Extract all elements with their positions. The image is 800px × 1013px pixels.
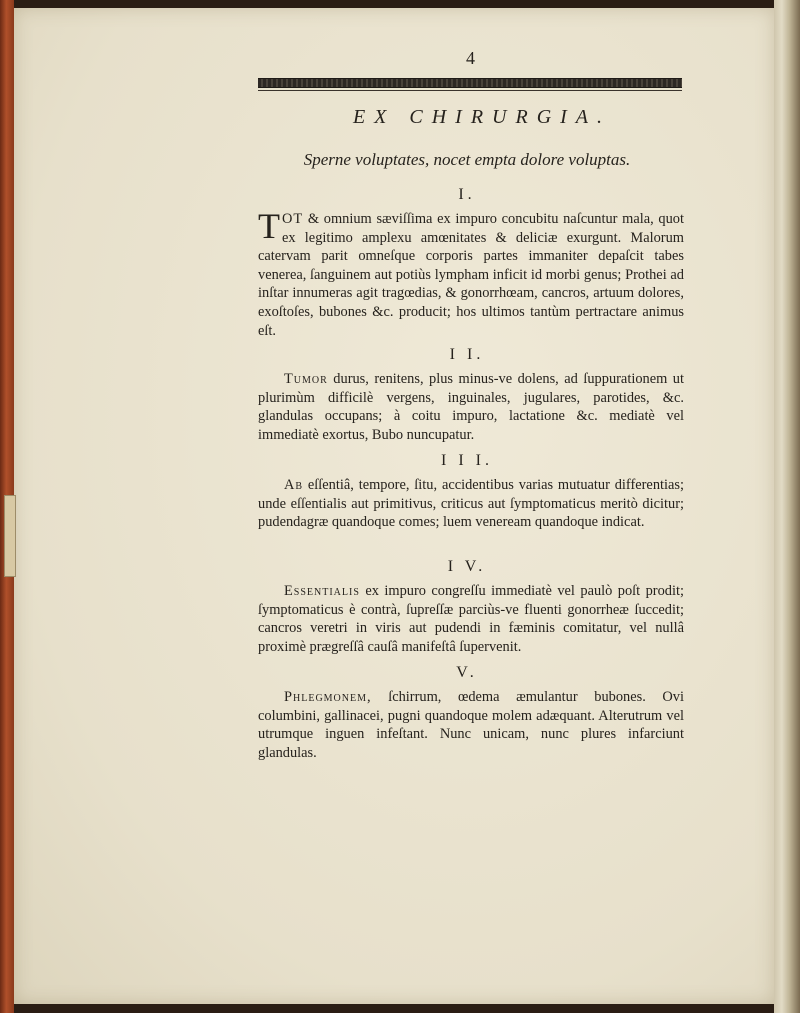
paragraph-lead: Phlegmonem, <box>284 689 372 705</box>
paragraph-lead: Essentialis <box>284 583 360 599</box>
thin-rule <box>258 90 682 91</box>
paragraph-lead: Ab <box>284 477 304 493</box>
bookmark-tab <box>4 495 16 577</box>
paragraph-text: durus, renitens, plus minus-ve dolens, ad ſuppurationem ut plurimùm difficilè vergens, inguinales, jugulares, parotides, &c. glandulas occupans; à coitu impuro, lactatione &c. mediatè vel immediatè exortus, Bubo nuncupatur. <box>258 371 684 443</box>
section-numeral-1: I. <box>458 186 476 203</box>
paragraph-text: ſchirrum, œdema æmulantur bubones. Ovi columbini, gallinacei, pugni quandoque molem adæquant. Alterutrum vel utrumque inguen infeſtant. Nunc unicam, nunc plures infarciunt glandulas. <box>258 689 684 761</box>
paragraph-lead: Tumor <box>284 371 328 387</box>
section-numeral-2: I I. <box>449 346 485 363</box>
motto: Sperne voluptates, nocet empta dolore voluptas. <box>303 150 631 169</box>
paragraph-3 <box>258 476 684 532</box>
paragraph-2 <box>258 370 684 444</box>
section-numeral-5: V. <box>456 664 478 681</box>
paragraph-4 <box>258 582 684 656</box>
paragraph-1 <box>258 206 684 340</box>
section-numeral-3: I I I. <box>441 452 493 469</box>
section-title: EX CHIRURGIA. <box>352 106 612 128</box>
paragraph-text: eſſentiâ, tempore, ſitu, accidentibus varias mutuatur differentias; unde eſſentialis aut primitivus, criticus aut ſymptomaticus meritò dicitur; pudendagræ quandoque comes; luem veneream quandoque indicat. <box>258 477 684 531</box>
paragraph-5 <box>258 688 684 762</box>
paragraph-lead: OT <box>282 211 304 227</box>
paragraph-text: ex impuro congreſſu immediatè vel paulò poſt prodit; ſymptomaticus è contrà, ſupreſſæ parciùs-ve fluenti gonorrheæ ſuccedit; cancros veretri in viris aut pudendi in fæminis comitatur, vel nullâ proximè prægreſſâ cauſâ manifeſtâ ſupervenit. <box>258 583 684 655</box>
section-numeral-4: I V. <box>447 558 487 575</box>
page-edge <box>774 0 800 1013</box>
paragraph-text: & omnium sæviſſima ex impuro concubitu naſcuntur mala, quot ex legitimo amplexu amœnitates & deliciæ exurgunt. Malorum catervam parit omneſque corporis partes immaniter depaſcit tabes venerea, ſanguinem aut potiùs lympham inficit id morbi genus; Prothei ad inſtar innumeras agit tragœdias, & gonorrhœam, cancros, artuum dolores, exoſtoſes, bubones &c. producit; hos ultimos tantùm pertractare animus eſt. <box>258 211 684 339</box>
page-number: 4 <box>466 48 475 68</box>
drop-cap: T <box>258 206 280 246</box>
ornamental-rule <box>258 78 682 88</box>
